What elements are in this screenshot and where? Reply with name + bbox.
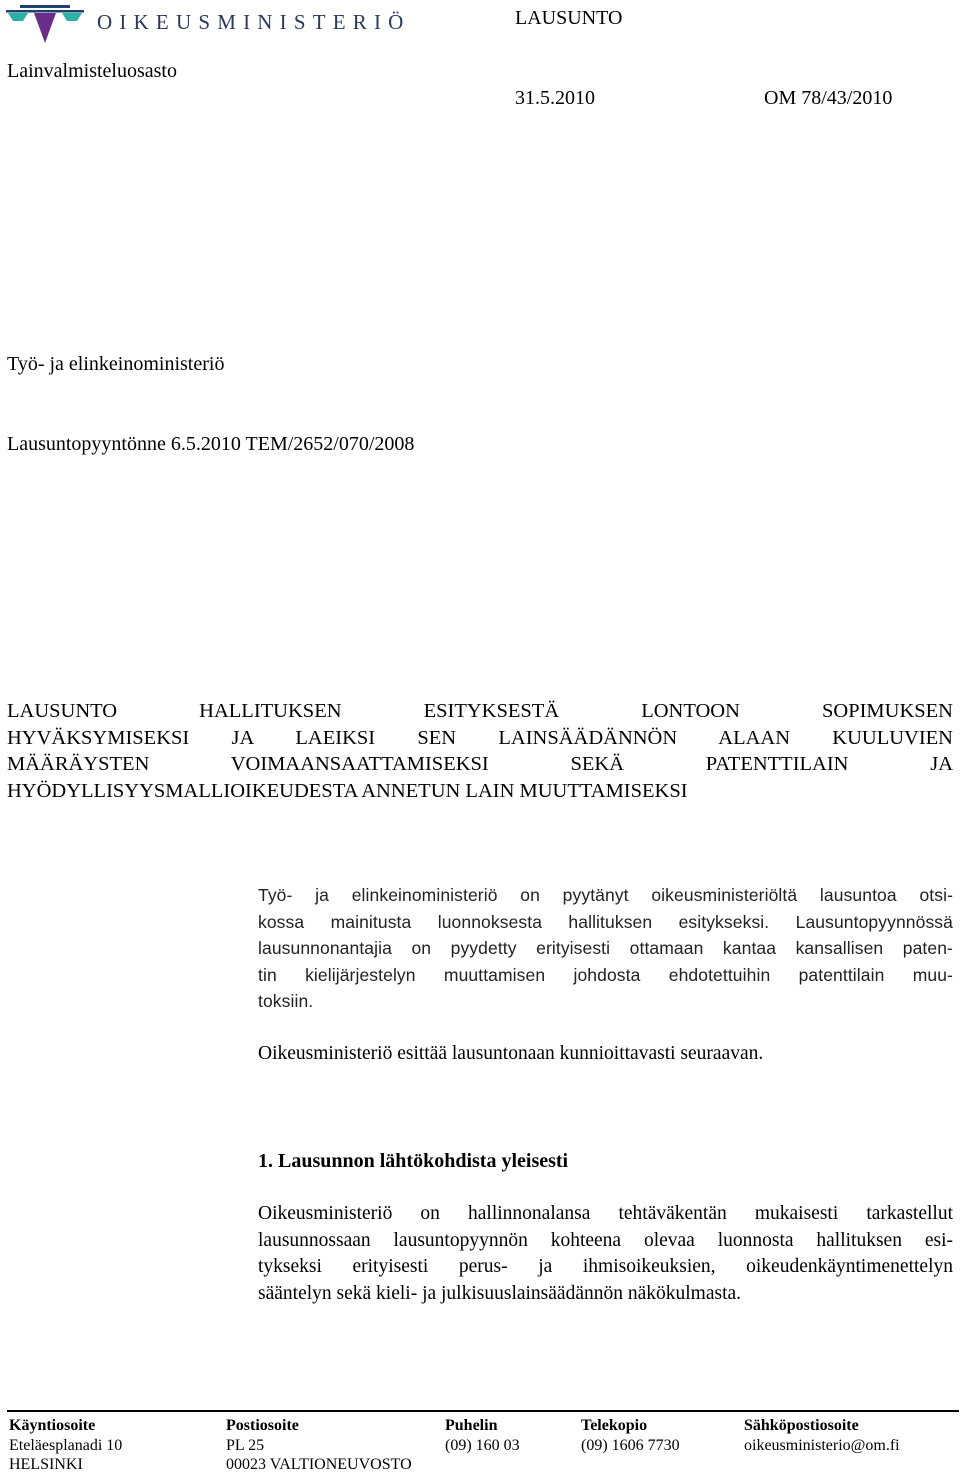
- footer-value: PL 25: [226, 1436, 265, 1454]
- footer-value: (09) 1606 7730: [581, 1436, 680, 1454]
- footer-label: Puhelin: [445, 1417, 498, 1434]
- footer-postal-address: [226, 1416, 412, 1475]
- intro-line: lausunnonantajia on pyydetty erityisesti ottamaan kantaa kansallisen paten-: [258, 938, 953, 958]
- intro-line: tin kielijärjestelyn muuttamisen johdosta ehdotettuihin patenttilain muu-: [258, 964, 953, 985]
- section-1-line: lausunnossaan lausuntopyynnön kohteena olevaa luonnosta hallituksen esi-: [258, 1229, 953, 1251]
- ministry-logo-icon: [6, 5, 84, 45]
- document-title: [7, 698, 953, 804]
- section-1-paragraph: [258, 1201, 953, 1307]
- ministry-name-logotype: OIKEUSMINISTERIÖ: [97, 10, 411, 34]
- footer-visit-address: [9, 1416, 122, 1475]
- statement-paragraph: Oikeusministeriö esittää lausuntonaan kunnioittavasti seuraavan.: [258, 1043, 764, 1064]
- intro-paragraph: [258, 882, 953, 1015]
- intro-line: kossa mainitusta luonnoksesta hallituksen esitykseksi. Lausuntopyynnössä: [258, 911, 953, 932]
- footer-email: [744, 1416, 900, 1455]
- footer-value: HELSINKI: [9, 1456, 83, 1473]
- footer-value: (09) 160 03: [445, 1436, 520, 1454]
- title-line-1: LAUSUNTO HALLITUKSEN ESITYKSESTÄ LONTOON SOPIMUKSEN: [7, 700, 953, 722]
- footer-value: 00023 VALTIONEUVOSTO: [226, 1456, 412, 1473]
- section-1-line: tykseksi erityisesti perus- ja ihmisoikeuksien, oikeudenkäyntimenettelyn: [258, 1256, 953, 1277]
- title-line-2: HYVÄKSYMISEKSI JA LAEIKSI SEN LAINSÄÄDÄNNÖN ALAAN KUULUVIEN: [7, 726, 953, 749]
- footer-email-link[interactable]: oikeusministerio@om.fi: [744, 1436, 900, 1454]
- title-line-4: HYÖDYLLISYYSMALLIOIKEUDESTA ANNETUN LAIN MUUTTAMISEKSI: [7, 779, 688, 802]
- footer-divider: [7, 1410, 959, 1412]
- footer-label: Telekopio: [581, 1417, 648, 1434]
- footer-fax: [581, 1416, 680, 1455]
- document-type: LAUSUNTO: [515, 7, 623, 29]
- section-1-line: sääntelyn sekä kieli- ja julkisuuslainsäädännön näkökulmasta.: [258, 1282, 742, 1304]
- intro-line: Työ- ja elinkeinoministeriö on pyytänyt oikeusministeriöltä lausuntoa otsi-: [258, 885, 953, 905]
- footer-label: Sähköpostiosoite: [744, 1417, 859, 1434]
- footer-value: Eteläesplanadi 10: [9, 1436, 123, 1454]
- footer-phone: [445, 1416, 520, 1455]
- department-name: Lainvalmisteluosasto: [7, 60, 177, 82]
- recipient: Työ- ja elinkeinoministeriö: [7, 353, 225, 375]
- section-1-line: Oikeusministeriö on hallinnonalansa tehtäväkentän mukaisesti tarkastellut: [258, 1203, 953, 1224]
- intro-line: toksiin.: [258, 991, 314, 1011]
- footer-label: Käyntiosoite: [9, 1417, 96, 1434]
- document-date: 31.5.2010: [515, 87, 595, 109]
- title-line-3: MÄÄRÄYSTEN VOIMAANSAATTAMISEKSI SEKÄ PATENTTILAIN JA: [7, 753, 953, 775]
- section-1-heading: 1. Lausunnon lähtökohdista yleisesti: [258, 1150, 569, 1172]
- request-reference: Lausuntopyyntönne 6.5.2010 TEM/2652/070/2008: [7, 433, 415, 455]
- document-reference: OM 78/43/2010: [764, 87, 893, 109]
- footer-label: Postiosoite: [226, 1417, 299, 1434]
